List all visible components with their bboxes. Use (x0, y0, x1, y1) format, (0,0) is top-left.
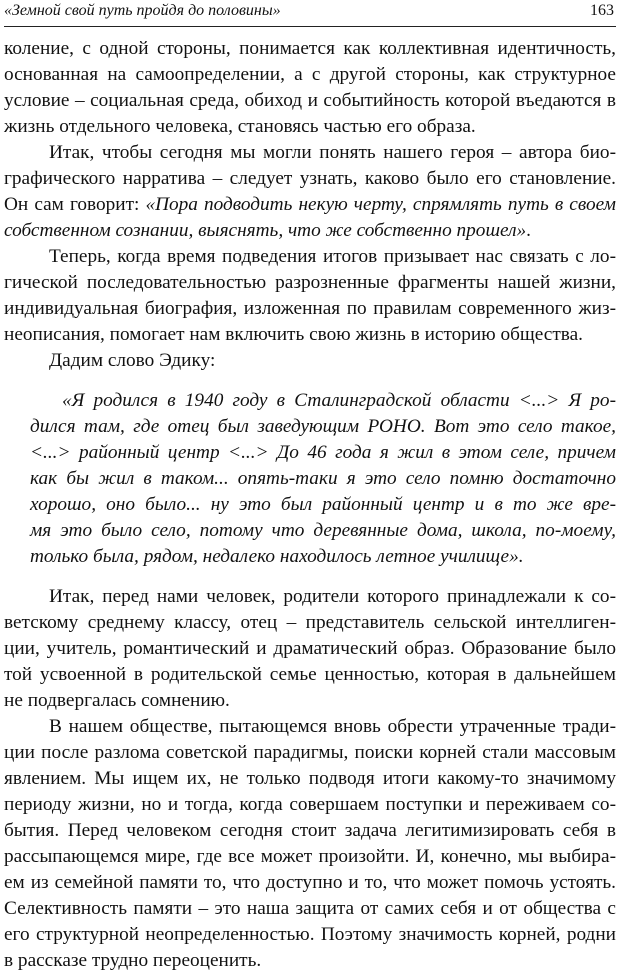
page-number: 163 (590, 2, 614, 19)
text-line: той усвоенной в родительской семье ценностью, которая в дальнейшем (4, 664, 616, 685)
text-line: Селективность памяти – это наша защита от самих себя и от общества с (4, 898, 616, 919)
quote-line: мя это было село, потому что деревянные дома, школа, по-моему, (30, 520, 616, 541)
spacer (4, 570, 616, 584)
paragraph (4, 140, 616, 244)
running-title: «Земной свой путь пройдя до половины» (4, 2, 281, 19)
paragraph (4, 584, 616, 714)
book-page (4, 0, 616, 971)
text-line: коление, с одной стороны, понимается как коллективная идентичность, (4, 38, 616, 59)
quote-line: хорошо, оно было... ну это был районный центр и в то же вре- (30, 494, 616, 515)
text-line: Теперь, когда время подведения итогов призывает нас связать с ло- (49, 246, 616, 267)
text-line: ции, учитель, романтический и драматический образ. Образование было (4, 638, 616, 659)
paragraph (4, 36, 616, 140)
text-line: периоду жизни, но и тогда, когда совершаем поступки и переживаем со- (4, 794, 616, 815)
text-line: Итак, перед нами человек, родители которого принадлежали к со- (49, 586, 616, 607)
text-line: ветскому среднему классу, отец – представитель сельской интеллиген- (4, 612, 616, 633)
text-line: не подвергалась сомнению. (4, 690, 230, 711)
text-line: жизнь отдельного человека, становясь частью его образа. (4, 116, 476, 137)
spacer (4, 374, 616, 388)
text-line: ем из семейной памяти то, что доступно и то, что может помочь устоять. (4, 872, 616, 893)
text-line: Дадим слово Эдику: (49, 350, 216, 371)
text-line: В нашем обществе, пытающемся вновь обрести утраченные тради- (49, 716, 616, 737)
paragraph (4, 714, 616, 974)
paragraph (4, 348, 616, 374)
quote-line: «Я родился в 1940 году в Сталинградской области <...> Я ро- (62, 390, 616, 411)
text-line: основанная на самоопределении, а с другой стороны, как структурное (4, 64, 616, 85)
text-line: Он сам говорит: «Пора подводить некую черту, спрямлять путь в своем (4, 194, 616, 215)
text-line: его структурной неопределенностью. Поэтому значимость корней, родни (4, 924, 616, 945)
text-line: в рассказе трудно переоценить. (4, 950, 262, 971)
text-line: неописания, помогает нам включить свою жизнь в историю общества. (4, 324, 584, 345)
quote-line: как бы жил в таком... опять-таки я это село помню достаточно (30, 468, 616, 489)
text-line: явлением. Мы ищем их, не только подводя итоги какому-то значимому (4, 768, 616, 789)
quote-line: <...> районный центр <...> До 46 года я жил в этом селе, причем (30, 442, 616, 463)
text-line: собственном сознании, выяснять, что же собственно прошел». (4, 220, 531, 241)
block-quote (4, 388, 616, 570)
text-line: графического нарратива – следует узнать, каково было его становление. (4, 168, 616, 189)
text-line: гической последовательностью разрозненные фрагменты нашей жизни, (4, 272, 616, 293)
quote-line: только была, рядом, недалеко находилось летное училище». (30, 546, 524, 567)
page-body (4, 36, 616, 974)
page-header (4, 0, 616, 27)
quote-line: дился там, где отец был заведующим РОНО. Вот это село такое, (30, 416, 616, 437)
text-line: рассыпающемся мире, где все может произойти. И, конечно, мы выбира- (4, 846, 616, 867)
text-line: Итак, чтобы сегодня мы могли понять нашего героя – автора био- (49, 142, 616, 163)
paragraph (4, 244, 616, 348)
text-line: индивидуальная биография, изложенная по правилам современного жиз- (4, 298, 616, 319)
text-line: бытия. Перед человеком сегодня стоит задача легитимизировать себя в (4, 820, 616, 841)
text-line: ции после разлома советской парадигмы, поиски корней стали массовым (4, 742, 616, 763)
text-line: условие – социальная среда, обиход и событийность которой въедаются в (4, 90, 616, 111)
